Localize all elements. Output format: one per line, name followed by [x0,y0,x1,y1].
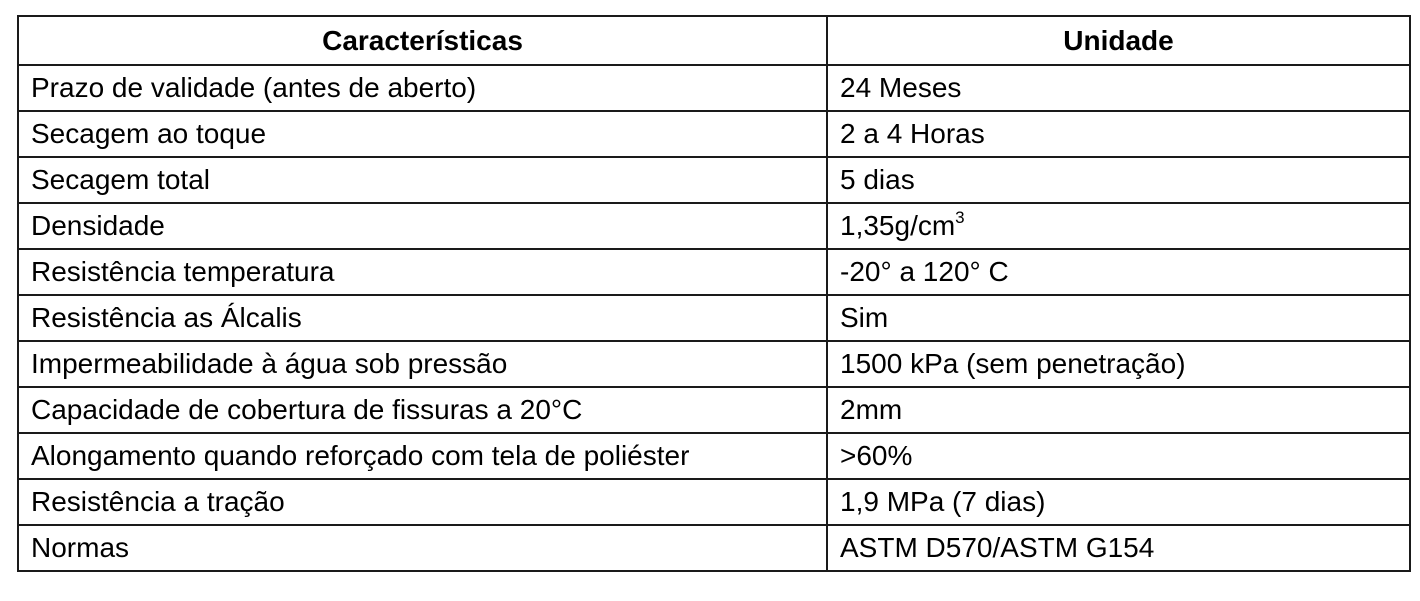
caracteristica-cell: Resistência temperatura [18,249,827,295]
unidade-value: 1,35g/cm [840,210,956,241]
table-header-row [18,16,1410,65]
superscript-exponent: 3 [955,208,965,227]
caracteristica-cell: Resistência as Álcalis [18,295,827,341]
table-row [18,295,1410,341]
table-row [18,157,1410,203]
specifications-table [17,15,1411,572]
table-row [18,249,1410,295]
column-header-unidade: Unidade [827,16,1410,65]
unidade-cell: 1500 kPa (sem penetração) [827,341,1410,387]
unidade-cell: >60% [827,433,1410,479]
unidade-cell [827,203,1410,249]
table-row [18,65,1410,111]
unidade-cell: 2 a 4 Horas [827,111,1410,157]
unidade-cell: -20° a 120° C [827,249,1410,295]
unidade-cell: 1,9 MPa (7 dias) [827,479,1410,525]
caracteristica-cell: Resistência a tração [18,479,827,525]
unidade-cell: ASTM D570/ASTM G154 [827,525,1410,571]
table-row [18,341,1410,387]
caracteristica-cell: Normas [18,525,827,571]
table-row [18,387,1410,433]
table-row [18,479,1410,525]
unidade-cell: 2mm [827,387,1410,433]
table-row [18,203,1410,249]
column-header-caracteristicas: Características [18,16,827,65]
caracteristica-cell: Impermeabilidade à água sob pressão [18,341,827,387]
unidade-cell: Sim [827,295,1410,341]
table-row [18,433,1410,479]
caracteristica-cell: Secagem ao toque [18,111,827,157]
caracteristica-cell: Capacidade de cobertura de fissuras a 20°C [18,387,827,433]
caracteristica-cell: Prazo de validade (antes de aberto) [18,65,827,111]
table-row [18,111,1410,157]
caracteristica-cell: Secagem total [18,157,827,203]
caracteristica-cell: Alongamento quando reforçado com tela de poliéster [18,433,827,479]
caracteristica-cell: Densidade [18,203,827,249]
unidade-cell: 5 dias [827,157,1410,203]
unidade-cell: 24 Meses [827,65,1410,111]
table-row [18,525,1410,571]
